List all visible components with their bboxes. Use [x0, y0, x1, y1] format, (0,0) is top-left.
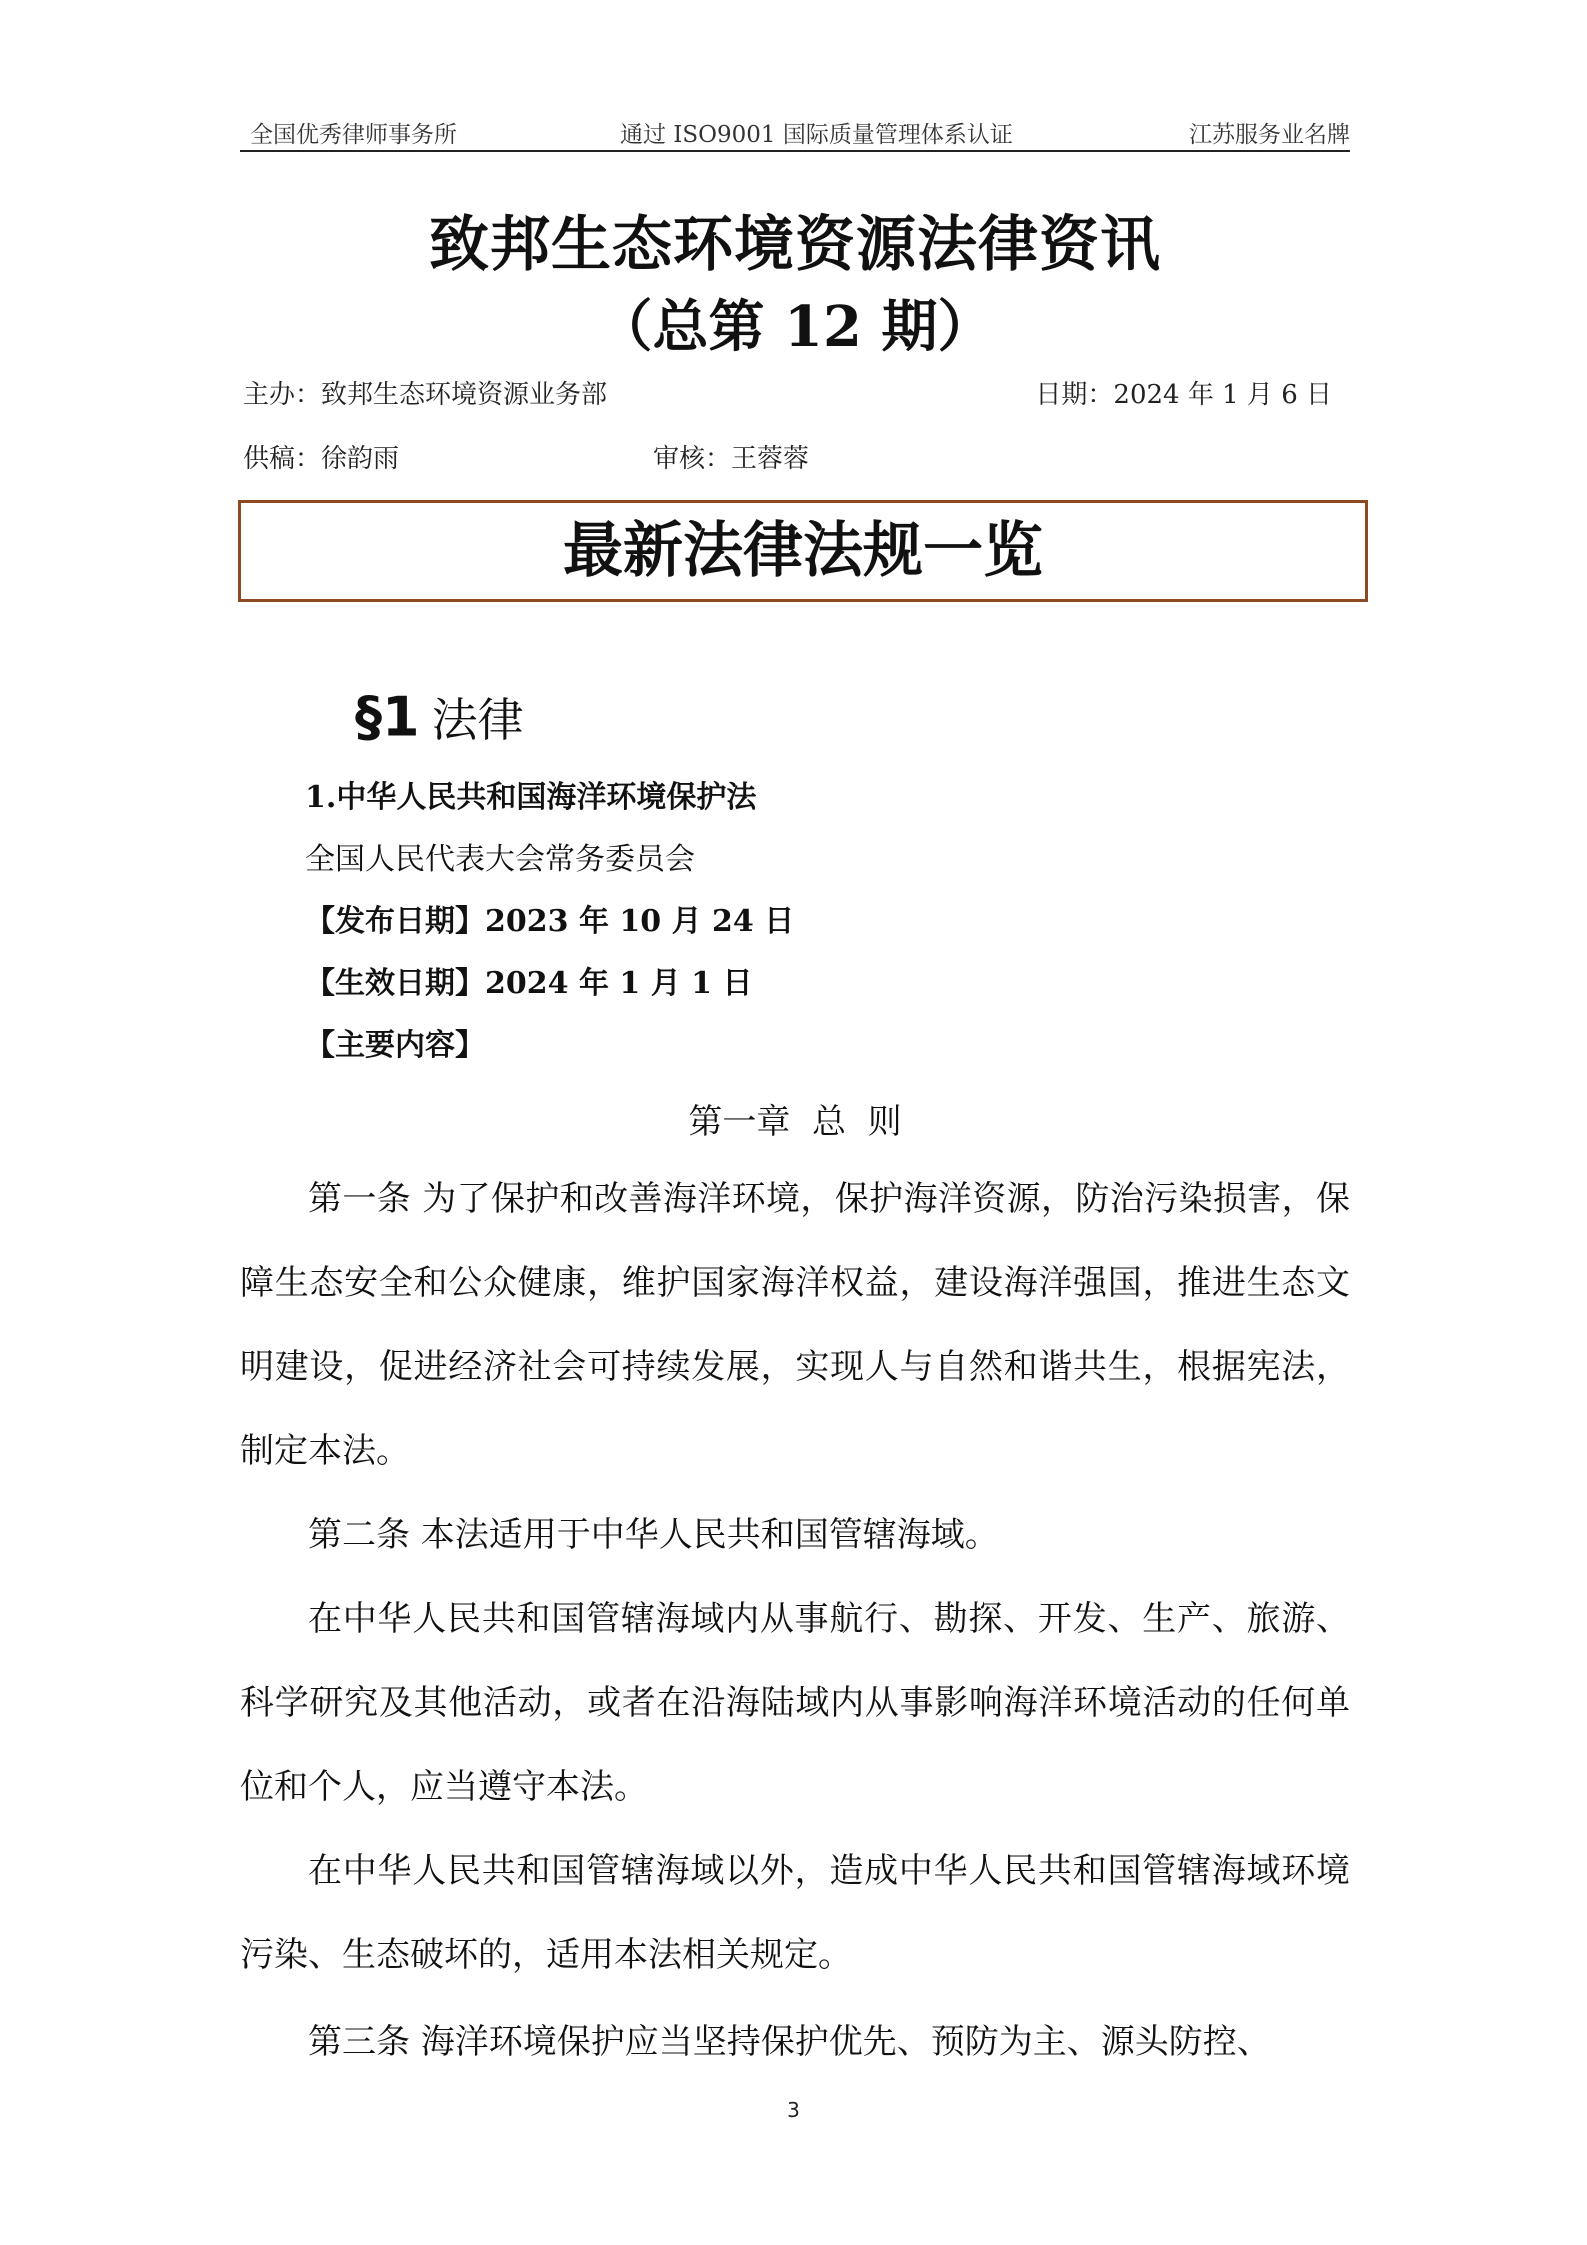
issue-number: （总第 12 期） [596, 294, 994, 360]
law-content-label: 【主要内容】 [305, 1028, 485, 1063]
running-header [240, 112, 1350, 152]
article-paragraph: 第三条 海洋环境保护应当坚持保护优先、预防为主、源头防控、 [308, 2022, 1271, 2062]
publish-date: 日期：2024 年 1 月 6 日 [1035, 380, 1332, 410]
page-number: 3 [787, 2098, 800, 2122]
article-paragraph: 第一条 为了保护和改善海洋环境，保护海洋资源，防治污染损害，保障生态安全和公众健康，维护国家海洋权益，建设海洋强国，推进生态文明建设，促进经济社会可持续发展，实现人与自然和谐共生，根据宪法，制定本法。 [240, 1179, 1350, 1471]
law-issuer: 全国人民代表大会常务委员会 [305, 842, 695, 877]
header-left-text: 全国优秀律师事务所 [250, 122, 457, 148]
chapter-heading: 第一章 总 则 [688, 1102, 902, 1142]
article-paragraph: 第二条 本法适用于中华人民共和国管辖海域。 [308, 1515, 999, 1555]
author-info: 供稿：徐韵雨 [243, 444, 400, 474]
header-right-text: 江苏服务业名牌 [1189, 122, 1350, 148]
newsletter-title: 致邦生态环境资源法律资讯 [429, 210, 1161, 280]
article-paragraph: 在中华人民共和国管辖海域内从事航行、勘探、开发、生产、旅游、科学研究及其他活动，或者在沿海陆域内从事影响海洋环境活动的任何单位和个人，应当遵守本法。 [240, 1599, 1350, 1807]
law-effective-date: 【生效日期】2024 年 1 月 1 日 [305, 966, 753, 1001]
host-info: 主办：致邦生态环境资源业务部 [243, 380, 608, 410]
header-center-text: 通过 ISO9001 国际质量管理体系认证 [620, 122, 1013, 148]
law-published-date: 【发布日期】2023 年 10 月 24 日 [305, 904, 795, 939]
reviewer-info: 审核：王蓉蓉 [653, 444, 810, 474]
section-banner: 最新法律法规一览 [238, 500, 1368, 602]
section-number: §1 [355, 685, 420, 749]
section-title: 法律 [431, 693, 524, 747]
section-heading [355, 684, 524, 750]
law-title: 1.中华人民共和国海洋环境保护法 [305, 780, 757, 815]
article-paragraph: 在中华人民共和国管辖海域以外，造成中华人民共和国管辖海域环境污染、生态破坏的，适用本法相关规定。 [240, 1851, 1350, 1975]
